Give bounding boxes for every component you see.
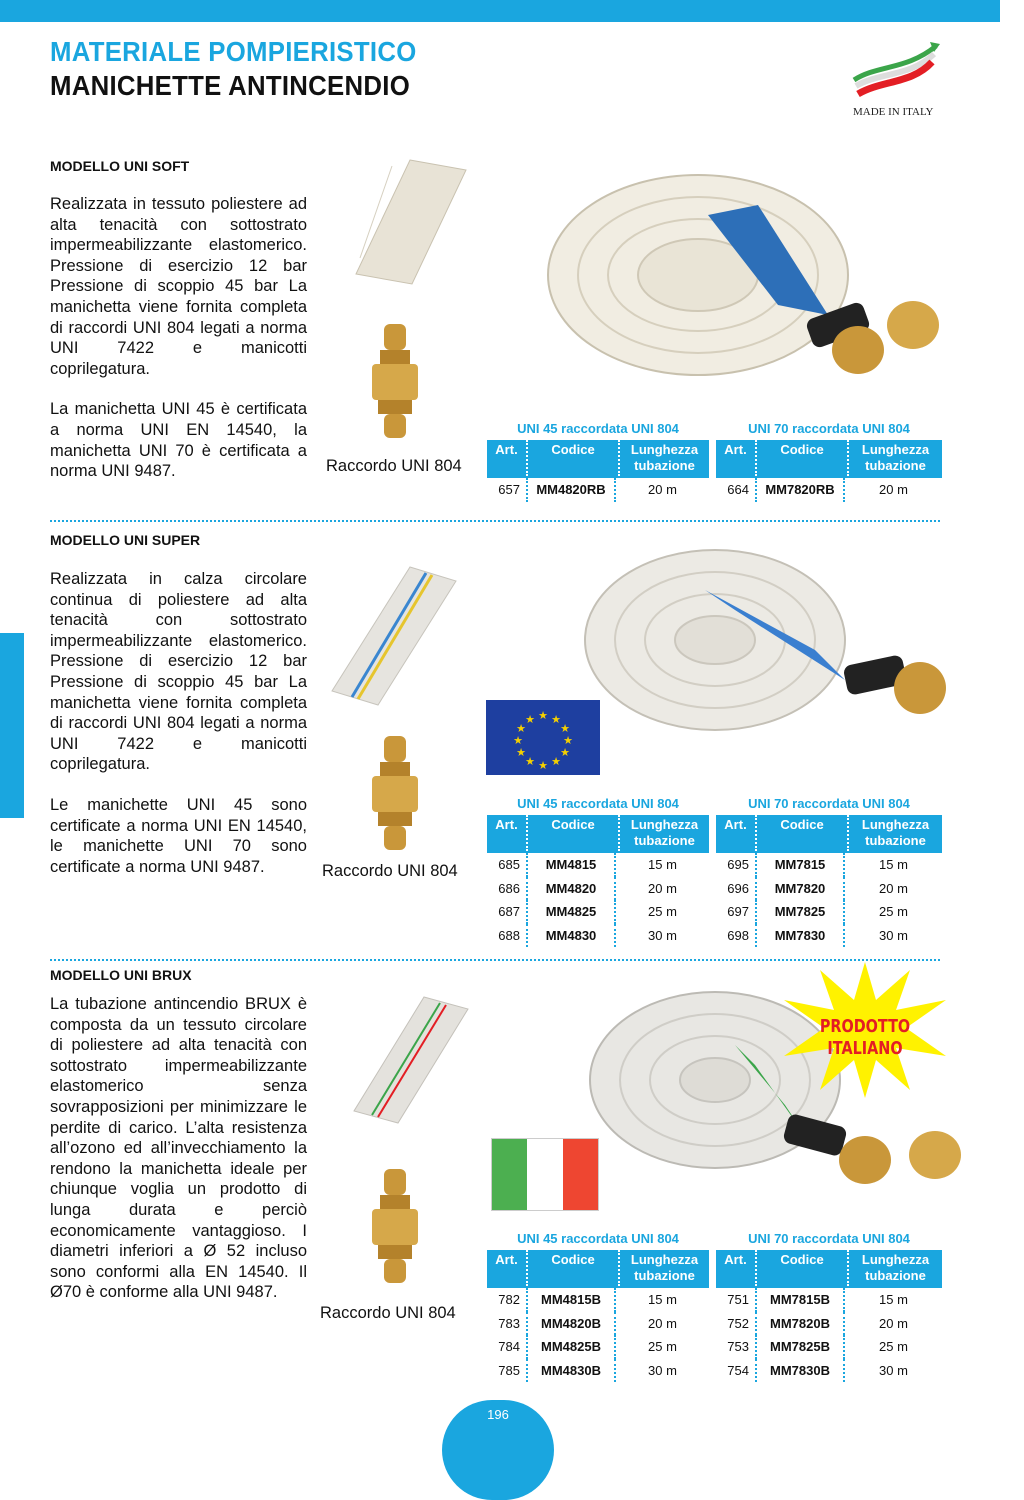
cell-codice: MM4820B bbox=[526, 1312, 616, 1336]
table-row bbox=[487, 924, 709, 948]
cell-codice: MM7830B bbox=[755, 1359, 845, 1383]
cell-art: 696 bbox=[727, 880, 749, 896]
cell-codice: MM4825B bbox=[526, 1335, 616, 1359]
cell-lunghezza: 30 m bbox=[648, 927, 677, 943]
svg-text:★: ★ bbox=[516, 722, 526, 735]
svg-text:★: ★ bbox=[538, 759, 548, 772]
cell-art: 783 bbox=[498, 1315, 520, 1331]
made-in-italy-text: MADE IN ITALY bbox=[853, 106, 934, 118]
description-paragraph: Le manichette UNI 45 sono certificate a norma UNI EN 14540, le manichette UNI 70 sono certificate a norma UNI 9487. bbox=[50, 795, 307, 876]
cell-codice: MM7815 bbox=[755, 853, 845, 877]
svg-text:★: ★ bbox=[538, 709, 548, 722]
cell-art: 785 bbox=[498, 1362, 520, 1378]
italy-flag-icon bbox=[491, 1138, 599, 1211]
cell-art: 664 bbox=[727, 482, 749, 498]
header-art: Art. bbox=[495, 442, 518, 457]
table-row bbox=[716, 1335, 942, 1359]
coupling-caption: Raccordo UNI 804 bbox=[326, 457, 462, 475]
section-divider bbox=[50, 520, 940, 522]
table-row bbox=[487, 853, 709, 877]
cell-codice: MM7820 bbox=[755, 877, 845, 901]
coupling-caption: Raccordo UNI 804 bbox=[320, 1304, 456, 1322]
header-art: Art. bbox=[495, 1252, 518, 1267]
cell-art: 685 bbox=[498, 857, 520, 873]
table-row bbox=[716, 1359, 942, 1383]
cell-art: 697 bbox=[727, 904, 749, 920]
table-row bbox=[487, 1288, 709, 1312]
description-paragraph: La tubazione antincendio BRUX è composta da un tessuto circolare di poliestere ad alta tenacità con sottostrato impermeabilizzante elastomerico senza sovrapposizioni per minimizzare le perdite di carico. L’alta resistenza all’ozono ed all’invecchiamento la rendono la manichetta ideale per chiunque voglia un prodotto di lunga durata e perciò economicamente vantaggioso. I diametri inferiori a Ø 52 incluso sono conformi alla EN 14540. Il Ø70 è conforme alla UNI 9487. bbox=[50, 995, 307, 1302]
cell-lunghezza: 20 m bbox=[879, 880, 908, 896]
table-title-uni45: UNI 45 raccordata UNI 804 bbox=[517, 796, 679, 811]
table-header bbox=[716, 815, 942, 851]
uni-804-coupling-image bbox=[366, 1165, 424, 1287]
model-title-uni-soft: MODELLO UNI SOFT bbox=[50, 158, 190, 174]
header-art: Art. bbox=[724, 442, 747, 457]
cell-lunghezza: 25 m bbox=[648, 904, 677, 920]
table-row bbox=[487, 1335, 709, 1359]
hose-fabric-swatch-image bbox=[330, 565, 458, 707]
cell-art: 784 bbox=[498, 1339, 520, 1355]
header-art: Art. bbox=[724, 1252, 747, 1267]
cell-lunghezza: 20 m bbox=[879, 482, 908, 498]
cell-lunghezza: 15 m bbox=[879, 1292, 908, 1308]
table-title-uni70: UNI 70 raccordata UNI 804 bbox=[748, 1231, 910, 1246]
header-codice: Codice bbox=[755, 1250, 849, 1286]
cell-lunghezza: 30 m bbox=[879, 927, 908, 943]
cell-codice: MM7825B bbox=[755, 1335, 845, 1359]
table-row bbox=[716, 1288, 942, 1312]
table-row bbox=[487, 877, 709, 901]
cell-art: 695 bbox=[727, 857, 749, 873]
header-lunghezza: Lunghezza tubazione bbox=[630, 442, 699, 473]
table-header bbox=[487, 815, 709, 851]
coupling-caption: Raccordo UNI 804 bbox=[322, 862, 458, 880]
badge-line: PRODOTTO bbox=[819, 1016, 911, 1037]
header-codice: Codice bbox=[526, 815, 620, 851]
cell-lunghezza: 15 m bbox=[879, 857, 908, 873]
prodotto-italiano-badge bbox=[805, 1016, 925, 1060]
side-accent-tab bbox=[0, 633, 24, 818]
table-row bbox=[716, 1312, 942, 1336]
price-table-uni70 bbox=[716, 440, 942, 502]
cell-art: 698 bbox=[727, 927, 749, 943]
model-title-uni-super: MODELLO UNI SUPER bbox=[50, 532, 201, 548]
cell-codice: MM4820 bbox=[526, 877, 616, 901]
cell-lunghezza: 20 m bbox=[879, 1315, 908, 1331]
header-art: Art. bbox=[495, 817, 518, 832]
description-uni-super bbox=[50, 569, 307, 877]
badge-line: ITALIANO bbox=[827, 1038, 903, 1059]
page-number: 196 bbox=[442, 1400, 554, 1500]
table-row bbox=[716, 924, 942, 948]
cell-art: 782 bbox=[498, 1292, 520, 1308]
description-paragraph: La manichetta UNI 45 è certificata a norma UNI EN 14540, la manichetta UNI 70 è certificata a norma UNI 9487. bbox=[50, 400, 307, 481]
table-row bbox=[716, 853, 942, 877]
top-accent-bar bbox=[0, 0, 1000, 22]
header-lunghezza: Lunghezza tubazione bbox=[861, 442, 930, 473]
cell-art: 752 bbox=[727, 1315, 749, 1331]
cell-lunghezza: 15 m bbox=[648, 1292, 677, 1308]
cell-codice: MM7820RB bbox=[755, 478, 845, 502]
page-title-category: MATERIALE POMPIERISTICO bbox=[50, 36, 417, 67]
cell-codice: MM7830 bbox=[755, 924, 845, 948]
cell-lunghezza: 25 m bbox=[648, 1339, 677, 1355]
page-title-product: MANICHETTE ANTINCENDIO bbox=[50, 70, 411, 101]
cell-art: 686 bbox=[498, 880, 520, 896]
header-lunghezza: Lunghezza tubazione bbox=[861, 817, 930, 848]
svg-text:★: ★ bbox=[513, 734, 523, 747]
hose-roll-image bbox=[575, 540, 955, 750]
price-table-uni70 bbox=[716, 1250, 942, 1382]
header-lunghezza: Lunghezza tubazione bbox=[630, 1252, 699, 1283]
header-codice: Codice bbox=[526, 440, 620, 476]
cell-codice: MM7815B bbox=[755, 1288, 845, 1312]
header-lunghezza: Lunghezza tubazione bbox=[861, 1252, 930, 1283]
header-codice: Codice bbox=[526, 1250, 620, 1286]
header-codice: Codice bbox=[755, 440, 849, 476]
cell-lunghezza: 20 m bbox=[648, 482, 677, 498]
table-title-uni45: UNI 45 raccordata UNI 804 bbox=[517, 1231, 679, 1246]
table-header bbox=[487, 440, 709, 476]
svg-text:★: ★ bbox=[525, 713, 535, 726]
cell-codice: MM4830B bbox=[526, 1359, 616, 1383]
uni-804-coupling-image bbox=[366, 732, 424, 854]
cell-art: 657 bbox=[498, 482, 520, 498]
svg-text:★: ★ bbox=[560, 746, 570, 759]
price-table-uni45 bbox=[487, 440, 709, 502]
cell-art: 751 bbox=[727, 1292, 749, 1308]
table-header bbox=[716, 1250, 942, 1286]
table-header bbox=[716, 440, 942, 476]
table-row bbox=[487, 900, 709, 924]
table-title-uni45: UNI 45 raccordata UNI 804 bbox=[517, 421, 679, 436]
made-in-italy-logo bbox=[852, 40, 940, 100]
model-title-uni-brux: MODELLO UNI BRUX bbox=[50, 967, 192, 983]
table-row bbox=[716, 877, 942, 901]
svg-text:★: ★ bbox=[563, 734, 573, 747]
svg-text:★: ★ bbox=[516, 746, 526, 759]
header-codice: Codice bbox=[755, 815, 849, 851]
cell-lunghezza: 20 m bbox=[648, 1315, 677, 1331]
description-paragraph: Realizzata in tessuto poliestere ad alta tenacità con sottostrato impermeabilizzante elastomerico. Pressione di esercizio 12 bar Pressione di scoppio 45 bar La manichetta viene fornita completa di raccordi UNI 804 legati a norma UNI 7422 e manicotti coprilegatura. bbox=[50, 195, 307, 378]
cell-art: 753 bbox=[727, 1339, 749, 1355]
header-lunghezza: Lunghezza tubazione bbox=[630, 817, 699, 848]
cell-art: 688 bbox=[498, 927, 520, 943]
svg-text:★: ★ bbox=[525, 755, 535, 768]
price-table-uni45 bbox=[487, 1250, 709, 1382]
svg-text:★: ★ bbox=[551, 755, 561, 768]
cell-codice: MM4830 bbox=[526, 924, 616, 948]
cell-art: 687 bbox=[498, 904, 520, 920]
cell-codice: MM4815 bbox=[526, 853, 616, 877]
table-row bbox=[716, 478, 942, 502]
cell-lunghezza: 25 m bbox=[879, 1339, 908, 1355]
header-art: Art. bbox=[724, 817, 747, 832]
description-uni-brux bbox=[50, 994, 307, 1303]
hose-roll-image bbox=[528, 155, 948, 395]
cell-codice: MM4815B bbox=[526, 1288, 616, 1312]
table-title-uni70: UNI 70 raccordata UNI 804 bbox=[748, 421, 910, 436]
cell-codice: MM4825 bbox=[526, 900, 616, 924]
svg-text:★: ★ bbox=[560, 722, 570, 735]
hose-fabric-swatch-image bbox=[352, 995, 470, 1125]
table-title-uni70: UNI 70 raccordata UNI 804 bbox=[748, 796, 910, 811]
cell-lunghezza: 30 m bbox=[879, 1362, 908, 1378]
svg-text:★: ★ bbox=[551, 713, 561, 726]
cell-codice: MM7820B bbox=[755, 1312, 845, 1336]
hose-fabric-swatch-image bbox=[352, 158, 470, 286]
table-row bbox=[487, 1312, 709, 1336]
table-row bbox=[716, 900, 942, 924]
table-row bbox=[487, 478, 709, 502]
cell-lunghezza: 15 m bbox=[648, 857, 677, 873]
price-table-uni45 bbox=[487, 815, 709, 947]
table-header bbox=[487, 1250, 709, 1286]
cell-lunghezza: 30 m bbox=[648, 1362, 677, 1378]
table-row bbox=[487, 1359, 709, 1383]
cell-lunghezza: 25 m bbox=[879, 904, 908, 920]
uni-804-coupling-image bbox=[366, 320, 424, 442]
cell-art: 754 bbox=[727, 1362, 749, 1378]
cell-lunghezza: 20 m bbox=[648, 880, 677, 896]
cell-codice: MM4820RB bbox=[526, 478, 616, 502]
price-table-uni70 bbox=[716, 815, 942, 947]
cell-codice: MM7825 bbox=[755, 900, 845, 924]
description-uni-soft bbox=[50, 194, 307, 482]
description-paragraph: Realizzata in calza circolare continua di poliestere ad alta tenacità con sottostrato impermeabilizzante elastomerico. Pressione di esercizio 12 bar Pressione di scoppio 45 bar La manichetta viene fornita completa di raccordi UNI 804 legati a norma UNI 7422 e manicotti coprilegatura. bbox=[50, 570, 307, 774]
